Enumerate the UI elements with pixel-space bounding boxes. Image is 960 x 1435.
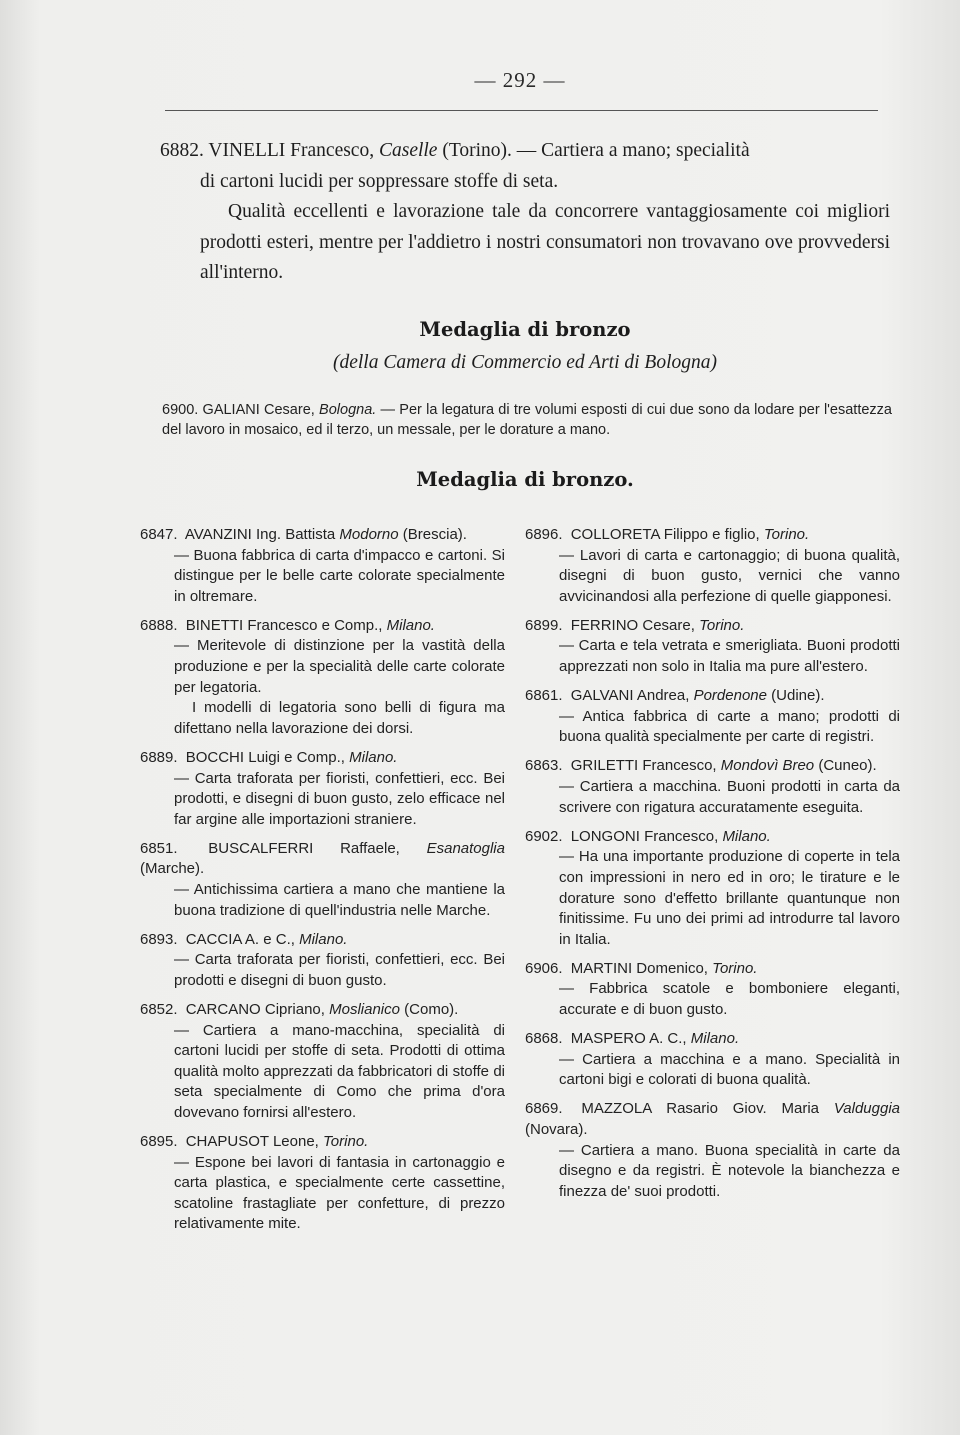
entry-heading (140, 1000, 505, 1021)
entry-heading (525, 756, 900, 777)
entry-number: 6852. (140, 1000, 178, 1018)
entry-number: 6889. (140, 748, 178, 766)
entry-heading (140, 1132, 505, 1153)
entry-paragraph: — Cartiera a macchina e a mano. Specialità in cartoni bigi e colorati di buona qualità. (559, 1050, 900, 1089)
left-column (140, 525, 505, 1244)
entry-heading (525, 959, 900, 980)
entry-body (525, 979, 900, 1020)
entry-galiani (162, 400, 892, 440)
entry-body (525, 777, 900, 818)
exhibitor-province: (Cuneo). (818, 757, 877, 775)
entry-number: 6895. (140, 1133, 178, 1151)
catalog-entry (525, 1029, 900, 1091)
catalog-entry (140, 1132, 505, 1235)
exhibitor-name: MASPERO A. C., (570, 1030, 687, 1048)
entry-number: 6888. (140, 616, 178, 634)
exhibitor-province: (Udine). (771, 687, 825, 705)
entry-paragraph: — Cartiera a mano-macchina, specialità di cartoni lucidi per stoffe di seta. Prodotti di ottima qualità molto apprezzati da fabbricatori di stoffe di seta specialmente di Como che prima d'ora dovevano fornirsi all'estero. (174, 1021, 505, 1121)
exhibitor-location: Mondovì Breo (720, 757, 815, 775)
exhibitor-name: BINETTI Francesco e Comp., (185, 616, 383, 634)
exhibitor-location: Esanatoglia (426, 839, 505, 857)
entry-body (140, 1153, 505, 1235)
exhibitor-location: Milano. (386, 616, 435, 634)
entry-heading (525, 827, 900, 848)
entry-heading (525, 686, 900, 707)
entry-number: 6899. (525, 616, 563, 634)
catalog-entry (140, 748, 505, 830)
exhibitor-location: Milano. (299, 930, 348, 948)
exhibitor-location: Milano. (349, 748, 398, 766)
entry-heading (525, 525, 900, 546)
entry-number: 6863. (525, 757, 563, 775)
exhibitor-name: VINELLI Francesco, (208, 140, 375, 161)
entry-heading (140, 616, 505, 637)
page-number: — 292 — (474, 68, 566, 92)
entry-paragraph: — Lavori di carta e cartonaggio; di buona qualità, disegni di buon gusto, vernici che vanno avvicinandosi alla perfezione di quelle giapponesi. (559, 546, 900, 605)
exhibitor-location: Pordenone (693, 687, 767, 705)
catalog-entry (525, 827, 900, 951)
entry-body (140, 950, 505, 991)
entry-paragraph: — Cartiera a mano. Buona specialità in carte da disegno e da registri. È notevole la bianchezza e finezza de' suoi prodotti. (559, 1141, 900, 1200)
dash: — (516, 140, 537, 161)
entry-body (140, 636, 505, 739)
entry-number: 6906. (525, 959, 563, 977)
exhibitor-location: Valduggia (833, 1100, 901, 1118)
entry-number: 6896. (525, 526, 563, 543)
exhibitor-location: Torino. (323, 1133, 369, 1151)
entry-heading (140, 839, 505, 880)
exhibitor-name: CHAPUSOT Leone, (185, 1133, 319, 1151)
entry-heading (525, 616, 900, 637)
exhibitor-province: (Brescia). (402, 526, 467, 543)
exhibitor-location: Bologna. (319, 402, 377, 418)
entry-paragraph: — Carta e tela vetrata e smerigliata. Buoni prodotti apprezzati non solo in Italia ma pure all'estero. (559, 637, 900, 676)
entry-body (525, 546, 900, 608)
catalog-entry (525, 756, 900, 818)
entry-number: 6882. (160, 140, 204, 161)
exhibitor-name: FERRINO Cesare, (570, 616, 695, 634)
entry-heading (140, 525, 505, 546)
entry-heading (525, 1099, 900, 1140)
entry-paragraph: — Meritevole di distinzione per la vastità della produzione e per la specialità delle carte colorate per legatoria. (174, 637, 505, 696)
exhibitor-name: AVANZINI Ing. Battista (184, 526, 336, 543)
entry-body (525, 636, 900, 677)
entry-vinelli (160, 136, 890, 289)
catalog-entry (525, 1099, 900, 1202)
medal-subheading: (della Camera di Commercio ed Arti di Bologna) (332, 352, 717, 373)
entry-heading (140, 930, 505, 951)
entry-paragraph: — Espone bei lavori di fantasia in cartonaggio e carta plastica, e specialmente certe cassettine, scatoline frastagliate per confetture, di prezzo relativamente mite. (174, 1153, 505, 1233)
entry-number: 6847. (140, 526, 178, 543)
entry-body (525, 1141, 900, 1203)
exhibitor-province: (Como). (404, 1000, 459, 1018)
entry-paragraph: Qualità eccellenti e lavorazione tale da concorrere vantaggiosamente coi migliori prodotti esteri, mentre per l'addietro i nostri consumatori non trovavano ove provvedersi all'interno. (200, 201, 890, 283)
catalog-entry (140, 1000, 505, 1124)
exhibitor-name: GRILETTI Francesco, (570, 757, 717, 775)
entry-body (140, 1021, 505, 1124)
entry-body (140, 880, 505, 921)
exhibitor-location: Moslianico (329, 1000, 400, 1018)
catalog-entry (525, 959, 900, 1021)
right-column (525, 525, 900, 1211)
entry-paragraph: — Cartiera a macchina. Buoni prodotti in carta da scrivere con rigatura accuratamente eseguita. (559, 778, 900, 816)
exhibitor-location: Modorno (339, 526, 399, 543)
exhibitor-province: (Marche). (140, 860, 205, 878)
catalog-entry (525, 616, 900, 678)
catalog-entry (140, 525, 505, 607)
entry-first-line (160, 136, 890, 167)
entry-number: 6868. (525, 1030, 563, 1048)
entry-paragraph: — Carta traforata per fioristi, confettieri, ecc. Bei prodotti, e disegni di buon gusto, zelo efficace nel far argine alle importazioni straniere. (174, 769, 505, 828)
exhibitor-name: GALVANI Andrea, (570, 687, 690, 705)
medal-heading-1: Medaglia di bronzo (419, 318, 631, 341)
entry-desc-rest: di cartoni lucidi per soppressare stoffe di seta. (200, 170, 559, 192)
exhibitor-name: MAZZOLA Rasario Giov. Maria (581, 1100, 819, 1118)
exhibitor-location: Torino. (712, 959, 758, 977)
exhibitor-name: BOCCHI Luigi e Comp., (185, 748, 345, 766)
entry-text: — Per la legatura di tre volumi esposti di cui due sono da lodare per l'esattezza del lavoro in mosaico, ed il terzo, un messale, per le dorature a mano. (162, 402, 892, 438)
entry-body (525, 1050, 900, 1091)
exhibitor-location: Caselle (378, 140, 438, 161)
exhibitor-name: BUSCALFERRI Raffaele, (208, 839, 400, 857)
entry-paragraph: — Antica fabbrica di carte a mano; prodotti di buona qualità specialmente per carte di registri. (559, 707, 900, 746)
entry-number: 6900. (162, 402, 199, 418)
entry-desc-first: Cartiera a mano; specialità (541, 140, 750, 161)
exhibitor-location: Milano. (722, 827, 771, 845)
exhibitor-name: CARCANO Cipriano, (185, 1000, 325, 1018)
exhibitor-province: (Novara). (525, 1120, 588, 1138)
entry-heading (525, 1029, 900, 1050)
entry-number: 6861. (525, 687, 563, 705)
entry-body (525, 847, 900, 950)
catalog-entry (525, 686, 900, 748)
entry-body (525, 707, 900, 748)
entry-body (140, 546, 505, 608)
medal-heading-2: Medaglia di bronzo. (416, 468, 634, 491)
entry-paragraph: — Buona fabbrica di carta d'impacco e cartoni. Si distingue per le belle carte colorate specialmente in oltremare. (174, 546, 505, 605)
entry-number: 6851. (140, 839, 178, 857)
exhibitor-location: Torino. (699, 616, 745, 634)
entry-body (140, 769, 505, 831)
entry-heading (140, 748, 505, 769)
entry-paragraph: — Carta traforata per fioristi, confettieri, ecc. Bei prodotti e disegni di buon gusto. (174, 951, 505, 989)
catalog-entry (140, 616, 505, 740)
catalog-entry (525, 525, 900, 607)
exhibitor-name: CACCIA A. e C., (185, 930, 295, 948)
catalog-entry (140, 930, 505, 992)
entry-paragraph: I modelli di legatoria sono belli di figura ma difettano nella lavorazione dei dorsi. (174, 699, 505, 737)
entry-number: 6893. (140, 930, 178, 948)
exhibitor-location: Milano. (690, 1030, 740, 1048)
exhibitor-name: MARTINI Domenico, (570, 959, 708, 977)
exhibitor-province: (Torino). (442, 140, 512, 161)
exhibitor-name: GALIANI Cesare, (202, 402, 315, 418)
entry-number: 6869. (525, 1100, 563, 1118)
entry-paragraph: — Fabbrica scatole e bomboniere eleganti, accurate e di buon gusto. (559, 980, 900, 1018)
entry-paragraph: — Antichissima cartiera a mano che mantiene la buona tradizione di quell'industria nelle Marche. (174, 881, 505, 919)
entry-number: 6902. (525, 827, 563, 845)
header-rule (165, 110, 878, 111)
catalog-entry (140, 839, 505, 921)
entry-paragraph: — Ha una importante produzione di coperte in tela con impressioni in nero ed in oro; le tirature e le dorature sono d'effetto brillante quantunque non finitissime. Fu uno dei primi ad introdurre tal lavoro in Italia. (559, 848, 900, 948)
exhibitor-name: LONGONI Francesco, (570, 827, 719, 845)
exhibitor-location: Torino. (763, 526, 810, 543)
exhibitor-name: COLLORETA Filippo e figlio, (570, 526, 760, 543)
